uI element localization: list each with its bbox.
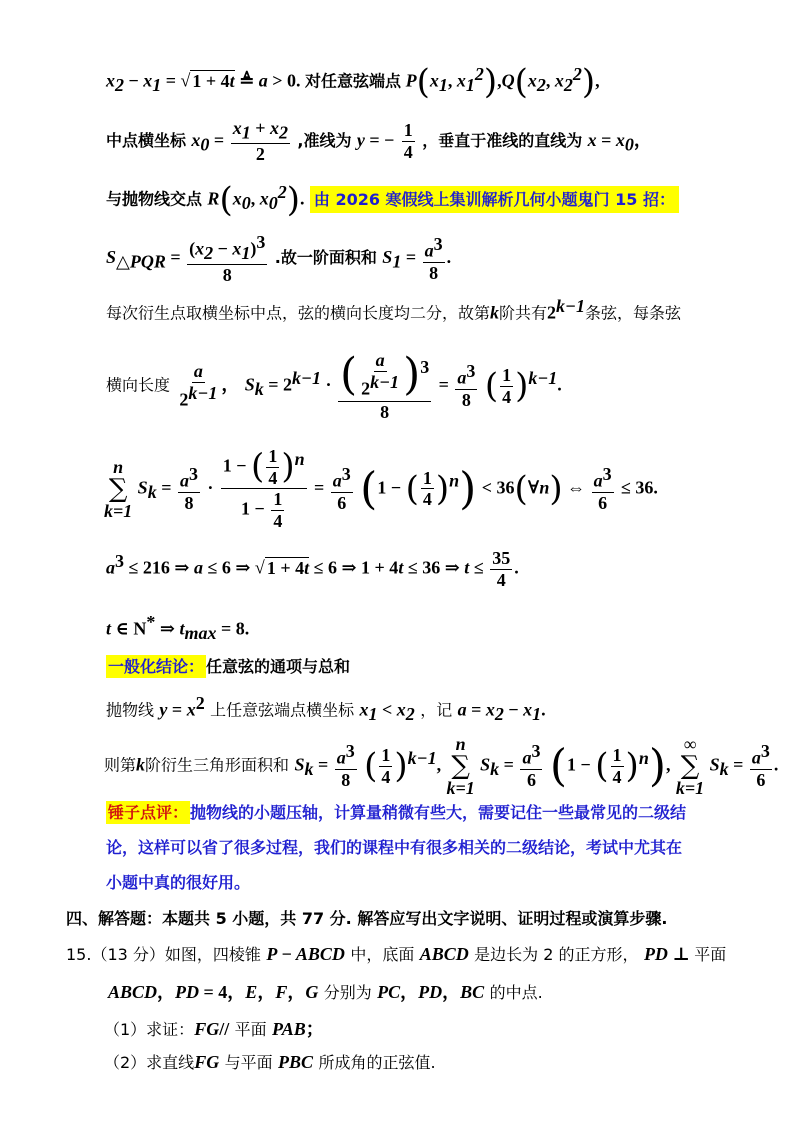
text-segment: ，记	[420, 700, 453, 720]
note-line-2	[106, 835, 800, 858]
sum-symbol: n ∑ k=1	[446, 734, 475, 798]
fraction: $\frac{1}{4}$	[403, 120, 413, 162]
fraction: $\frac{a^3}{6}$	[522, 741, 541, 791]
text-segment: 的中点.	[489, 983, 543, 1002]
fraction: ( $\frac{a}{2^{k-1}}$ )$^3$ 8	[339, 349, 430, 422]
text-segment: ,准线为	[297, 130, 352, 150]
text-segment: 阶共有	[499, 303, 548, 323]
sum-symbol: n ∑ k=1	[104, 456, 133, 521]
note-text: 小题中真的很好用。	[106, 873, 251, 892]
text-segment: 对任意弦端点	[305, 71, 402, 91]
fraction: $\frac{a^3}{8}$	[336, 741, 355, 791]
question-15-line-2: ABCD，PD = 4，E，F，G 分别为 PC，PD，BC 的中点.	[108, 982, 543, 1002]
math-line-6: 横向长度 $\frac{a}{2^{k-1}}$ ， $S_k = 2^{k-1}$ · ( $\frac{a}{2^{k-1}}$ )$^3$ 8 = $\frac{a^3}{8}$ ( $\frac{1}{4}$ )$^{k-1}$.	[106, 349, 562, 422]
text-segment: 分别为	[323, 983, 372, 1002]
text-segment: 每次衍生点取横坐标中点，弦的横向长度均二分，故第	[106, 303, 491, 323]
question-15-line-1: 15.（13 分）如图，四棱锥 P − ABCD 中，底面 ABCD 是边长为 2 的正方形， PD ⊥ 平面	[66, 944, 727, 964]
fraction: $\frac{a^3}{6}$	[593, 463, 612, 514]
text-segment: 平面	[234, 1020, 267, 1039]
fraction: $\frac{35}{4}$	[492, 548, 511, 590]
general-title: 一般化结论：	[108, 657, 205, 676]
text-segment: ，垂直于准线的直线为	[422, 130, 583, 150]
math-line-7: n ∑ k=1 $S_k$ = $\frac{a^3}{8}$ · 1 − ( $\frac{1}{4}$ )$^n$ 1 − $\frac{1}{4}$ = $\frac{a^3}{6}$ (1 − ( $\frac{1}{4}$ )$^n$) < 36(∀n) ⇔ $\frac{a^3}{6}$ ≤ 36.	[104, 446, 658, 532]
note-line-1	[106, 800, 800, 823]
text-segment: （1）求证：	[104, 1020, 195, 1039]
question-15-part-1: （1）求证：FG// 平面 PAB；	[104, 1019, 324, 1039]
note-label: 锤子点评：	[108, 803, 189, 822]
section-title: 四、解答题：本题共 5 小题，共 77 分. 解答应写出文字说明、证明过程或演算步骤.	[66, 909, 668, 928]
text-segment: 抛物线	[106, 700, 155, 720]
text-segment: .故一阶面积和	[274, 248, 377, 268]
general-line-1: 抛物线 $y = x^2$ 上任意弦端点横坐标 $x_1 < x_2$ ，记 $a = x_2 - x_1$.	[106, 693, 546, 725]
math-line-2: 中点横坐标 $x_0$ = $\frac{x_1 + x_2}{2}$ ,准线为 y = − $\frac{1}{4}$ ，垂直于准线的直线为 $x = x_0$，	[106, 118, 652, 165]
text-segment: 横向长度	[106, 375, 171, 395]
text-segment: 与平面	[224, 1053, 273, 1072]
fraction: $\frac{a^3}{6}$	[751, 741, 770, 791]
section-heading	[66, 906, 800, 929]
text-segment: 所成角的正弦值.	[318, 1053, 436, 1072]
text-segment: （2）求直线	[104, 1053, 195, 1072]
note-text: 抛物线的小题压轴，计算量稍微有些大，需要记住一些最常见的二级结	[190, 803, 687, 822]
sum-symbol: ∞ ∑ k=1	[675, 734, 705, 798]
text-segment: 上任意弦端点横坐标	[210, 700, 355, 720]
general-conclusion-heading	[106, 654, 800, 677]
note-line-3	[106, 870, 800, 893]
note-text: 论，这样可以省了很多过程，我们的课程中有很多相关的二级结论，考试中尤其在	[106, 838, 683, 857]
text-segment: 平面	[694, 945, 727, 964]
general-title-rest: 任意弦的通项与总和	[206, 657, 351, 676]
fraction: 1 − ( $\frac{1}{4}$ )$^n$ 1 − $\frac{1}{4}$	[222, 446, 305, 532]
fraction: $\frac{a^3}{8}$	[179, 463, 198, 514]
text-segment: 15.（13 分）如图，四棱锥	[66, 945, 261, 964]
text-segment: 条弦，每条弦	[584, 303, 681, 323]
text-segment: 与抛物线交点	[106, 189, 203, 209]
text-segment: 是边长为 2 的正方形，	[474, 945, 639, 964]
text-line-5: 每次衍生点取横坐标中点，弦的横向长度均二分，故第k阶共有$2^{k-1}$条弦，每条弦	[106, 296, 681, 323]
math-line-3: 与抛物线交点 $R(x_0$, $x_0^2$). 由 2026 寒假线上集训解析几何小题鬼门 15 招：	[106, 180, 800, 220]
fraction: $\frac{(x_2 - x_1)^3}{8}$	[189, 232, 266, 285]
text-segment: 中，底面	[350, 945, 415, 964]
question-15-part-2: （2）求直线FG 与平面 PBC 所成角的正弦值.	[104, 1052, 436, 1072]
fraction: $\frac{a^3}{6}$	[332, 463, 351, 514]
text-segment: 中点横坐标	[106, 130, 187, 150]
fraction: $\frac{x_1 + x_2}{2}$	[232, 118, 288, 165]
text-segment: 阶衍生三角形面积和	[145, 755, 290, 775]
text-segment: 则第	[104, 755, 137, 775]
fraction: $\frac{a}{2^{k-1}}$	[179, 361, 218, 410]
highlight-callout: 由 2026 寒假线上集训解析几何小题鬼门 15 招：	[310, 186, 679, 213]
fraction: $\frac{a^3}{8}$	[457, 361, 476, 411]
general-line-2: 则第k阶衍生三角形面积和 $S_k$ = $\frac{a^3}{8}$ ( $\frac{1}{4}$ )$^{k-1}$, n ∑ k=1 $S_k$ = $\frac{a^3}{6}$ (1 − ( $\frac{1}{4}$ )$^n$), ∞ ∑ k=1 $S_k$ = $\frac{a^3}{6}$ .	[104, 734, 779, 798]
math-line-8: $a^3 \le 216$ ⇒ a ≤ 6 ⇒ √ 1 + 4t ≤ 6 ⇒ 1 + 4t ≤ 36 ⇒ t ≤ $\frac{35}{4}$ .	[106, 548, 519, 590]
math-line-4: $S_{\triangle PQR}$ = $\frac{(x_2 - x_1)^3}{8}$ .故一阶面积和 $S_1$ = $\frac{a^3}{8}$ .	[106, 232, 452, 285]
math-line-1: $x_2 - x_1$ = √ 1 + 4t ≜ a > 0. 对任意弦端点 $P(x_1$, $x_1^2),Q(x_2$, $x_2^2$),	[106, 62, 600, 102]
fraction: $\frac{a^3}{8}$	[424, 233, 443, 283]
math-line-9: t ∈ N* ⇒ $t_{max} = 8$.	[106, 612, 250, 644]
